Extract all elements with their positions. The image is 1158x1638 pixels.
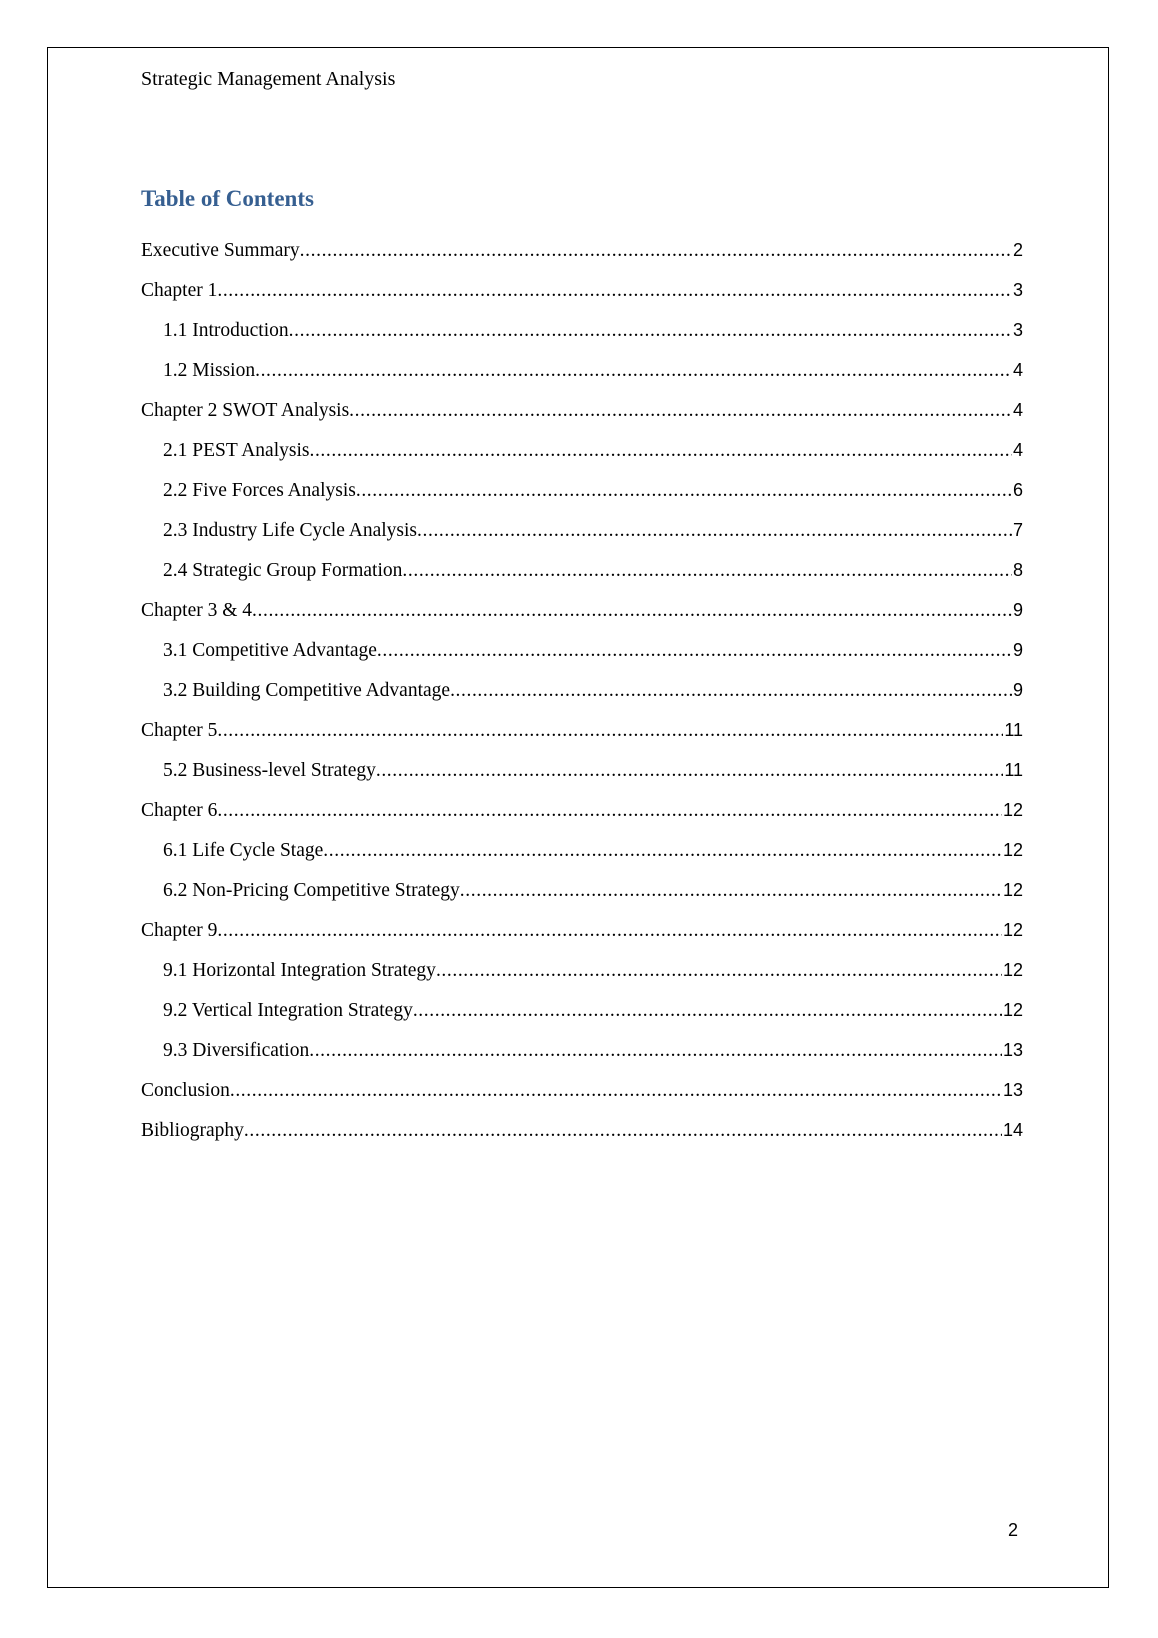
dot-leader	[244, 1120, 1002, 1142]
toc-entry-3-2-building-competitive-advantage[interactable]	[141, 680, 1023, 720]
toc-entry-page: 12	[1002, 800, 1023, 820]
toc-entry-2-1-pest[interactable]	[141, 440, 1023, 480]
toc-entry-label: 9.1 Horizontal Integration Strategy	[163, 960, 436, 981]
dot-leader	[323, 840, 1002, 862]
dot-leader	[413, 1000, 1002, 1022]
toc-entry-label: 2.1 PEST Analysis	[163, 440, 310, 461]
toc-entry-label: 2.4 Strategic Group Formation	[163, 560, 403, 581]
toc-entry-page: 2	[1012, 240, 1023, 260]
toc-entry-page: 9	[1012, 640, 1023, 660]
toc-entry-6-1-life-cycle-stage[interactable]	[141, 840, 1023, 880]
dot-leader	[309, 440, 1012, 462]
toc-entry-label: 2.2 Five Forces Analysis	[163, 480, 356, 501]
toc-entry-bibliography[interactable]	[141, 1120, 1023, 1160]
toc-entry-label: 9.3 Diversification	[163, 1040, 310, 1061]
toc-entry-label: 6.1 Life Cycle Stage	[163, 840, 324, 861]
toc-entry-chapter-2[interactable]	[141, 400, 1023, 440]
dot-leader	[217, 920, 1002, 942]
toc-entry-1-1-introduction[interactable]	[141, 320, 1023, 360]
dot-leader	[300, 240, 1012, 262]
toc-entry-9-1-horizontal-integration[interactable]	[141, 960, 1023, 1000]
toc-entry-chapter-5[interactable]	[141, 720, 1023, 760]
toc-entry-9-3-diversification[interactable]	[141, 1040, 1023, 1080]
toc-entry-label: 3.2 Building Competitive Advantage	[163, 680, 451, 701]
toc-entry-page: 8	[1012, 560, 1023, 580]
toc-entry-label: 1.1 Introduction	[163, 320, 289, 341]
dot-leader	[217, 280, 1012, 302]
toc-entry-chapter-3-4[interactable]	[141, 600, 1023, 640]
dot-leader	[377, 640, 1012, 662]
toc-entry-label: 2.3 Industry Life Cycle Analysis	[163, 520, 418, 541]
dot-leader	[356, 480, 1012, 502]
toc-entry-executive-summary[interactable]	[141, 240, 1023, 280]
toc-entry-page: 14	[1002, 1120, 1023, 1140]
toc-entry-page: 13	[1002, 1040, 1023, 1060]
toc-entry-page: 12	[1002, 1000, 1023, 1020]
toc-entry-page: 12	[1002, 840, 1023, 860]
toc-entry-chapter-6[interactable]	[141, 800, 1023, 840]
dot-leader	[460, 880, 1002, 902]
toc-entry-label: Chapter 2 SWOT Analysis	[141, 400, 350, 421]
toc-entry-2-4-strategic-group[interactable]	[141, 560, 1023, 600]
toc-entry-chapter-1[interactable]	[141, 280, 1023, 320]
dot-leader	[309, 1040, 1002, 1062]
toc-entry-3-1-competitive-advantage[interactable]	[141, 640, 1023, 680]
toc-entry-label: Conclusion	[141, 1080, 230, 1101]
dot-leader	[402, 560, 1012, 582]
toc-entry-page: 4	[1012, 360, 1023, 380]
toc-entry-page: 12	[1002, 960, 1023, 980]
toc-entry-page: 7	[1012, 520, 1023, 540]
toc-entry-label: Chapter 5	[141, 720, 218, 741]
toc-entry-label: Chapter 9	[141, 920, 218, 941]
toc-entry-page: 6	[1012, 480, 1023, 500]
dot-leader	[349, 400, 1012, 422]
dot-leader	[252, 600, 1012, 622]
dot-leader	[217, 800, 1002, 822]
toc-entry-label: 1.2 Mission	[163, 360, 256, 381]
toc-entry-page: 3	[1012, 280, 1023, 300]
toc-entry-label: Bibliography	[141, 1120, 244, 1141]
footer-page-number: 2	[1008, 1520, 1019, 1540]
toc-entry-page: 11	[1004, 760, 1023, 780]
toc-entry-page: 3	[1012, 320, 1023, 340]
toc-entry-label: Chapter 3 & 4	[141, 600, 253, 621]
toc-entry-2-2-five-forces[interactable]	[141, 480, 1023, 520]
dot-leader	[217, 720, 1003, 742]
toc-entry-label: 9.2 Vertical Integration Strategy	[163, 1000, 413, 1021]
dot-leader	[450, 680, 1012, 702]
toc-entry-5-2-business-level-strategy[interactable]	[141, 760, 1023, 800]
toc-entry-page: 4	[1012, 400, 1023, 420]
toc-entry-page: 11	[1004, 720, 1023, 740]
toc-entry-page: 4	[1012, 440, 1023, 460]
toc-entry-chapter-9[interactable]	[141, 920, 1023, 960]
toc-title: Table of Contents	[141, 186, 314, 211]
toc-entry-label: Chapter 6	[141, 800, 218, 821]
dot-leader	[289, 320, 1012, 342]
dot-leader	[417, 520, 1012, 542]
dot-leader	[230, 1080, 1002, 1102]
toc-entry-label: Chapter 1	[141, 280, 218, 301]
toc-entry-label: 5.2 Business-level Strategy	[163, 760, 376, 781]
toc-entry-conclusion[interactable]	[141, 1080, 1023, 1120]
toc-list	[141, 240, 1023, 1160]
toc-entry-page: 9	[1012, 600, 1023, 620]
toc-entry-label: 6.2 Non-Pricing Competitive Strategy	[163, 880, 460, 901]
toc-entry-6-2-non-pricing[interactable]	[141, 880, 1023, 920]
dot-leader	[255, 360, 1012, 382]
toc-entry-label: Executive Summary	[141, 240, 300, 261]
toc-entry-9-2-vertical-integration[interactable]	[141, 1000, 1023, 1040]
toc-entry-page: 12	[1002, 920, 1023, 940]
dot-leader	[436, 960, 1002, 982]
toc-entry-label: 3.1 Competitive Advantage	[163, 640, 377, 661]
toc-entry-page: 12	[1002, 880, 1023, 900]
toc-entry-page: 9	[1012, 680, 1023, 700]
running-header: Strategic Management Analysis	[141, 68, 396, 90]
toc-entry-page: 13	[1002, 1080, 1023, 1100]
dot-leader	[376, 760, 1003, 782]
toc-entry-2-3-life-cycle[interactable]	[141, 520, 1023, 560]
toc-entry-1-2-mission[interactable]	[141, 360, 1023, 400]
